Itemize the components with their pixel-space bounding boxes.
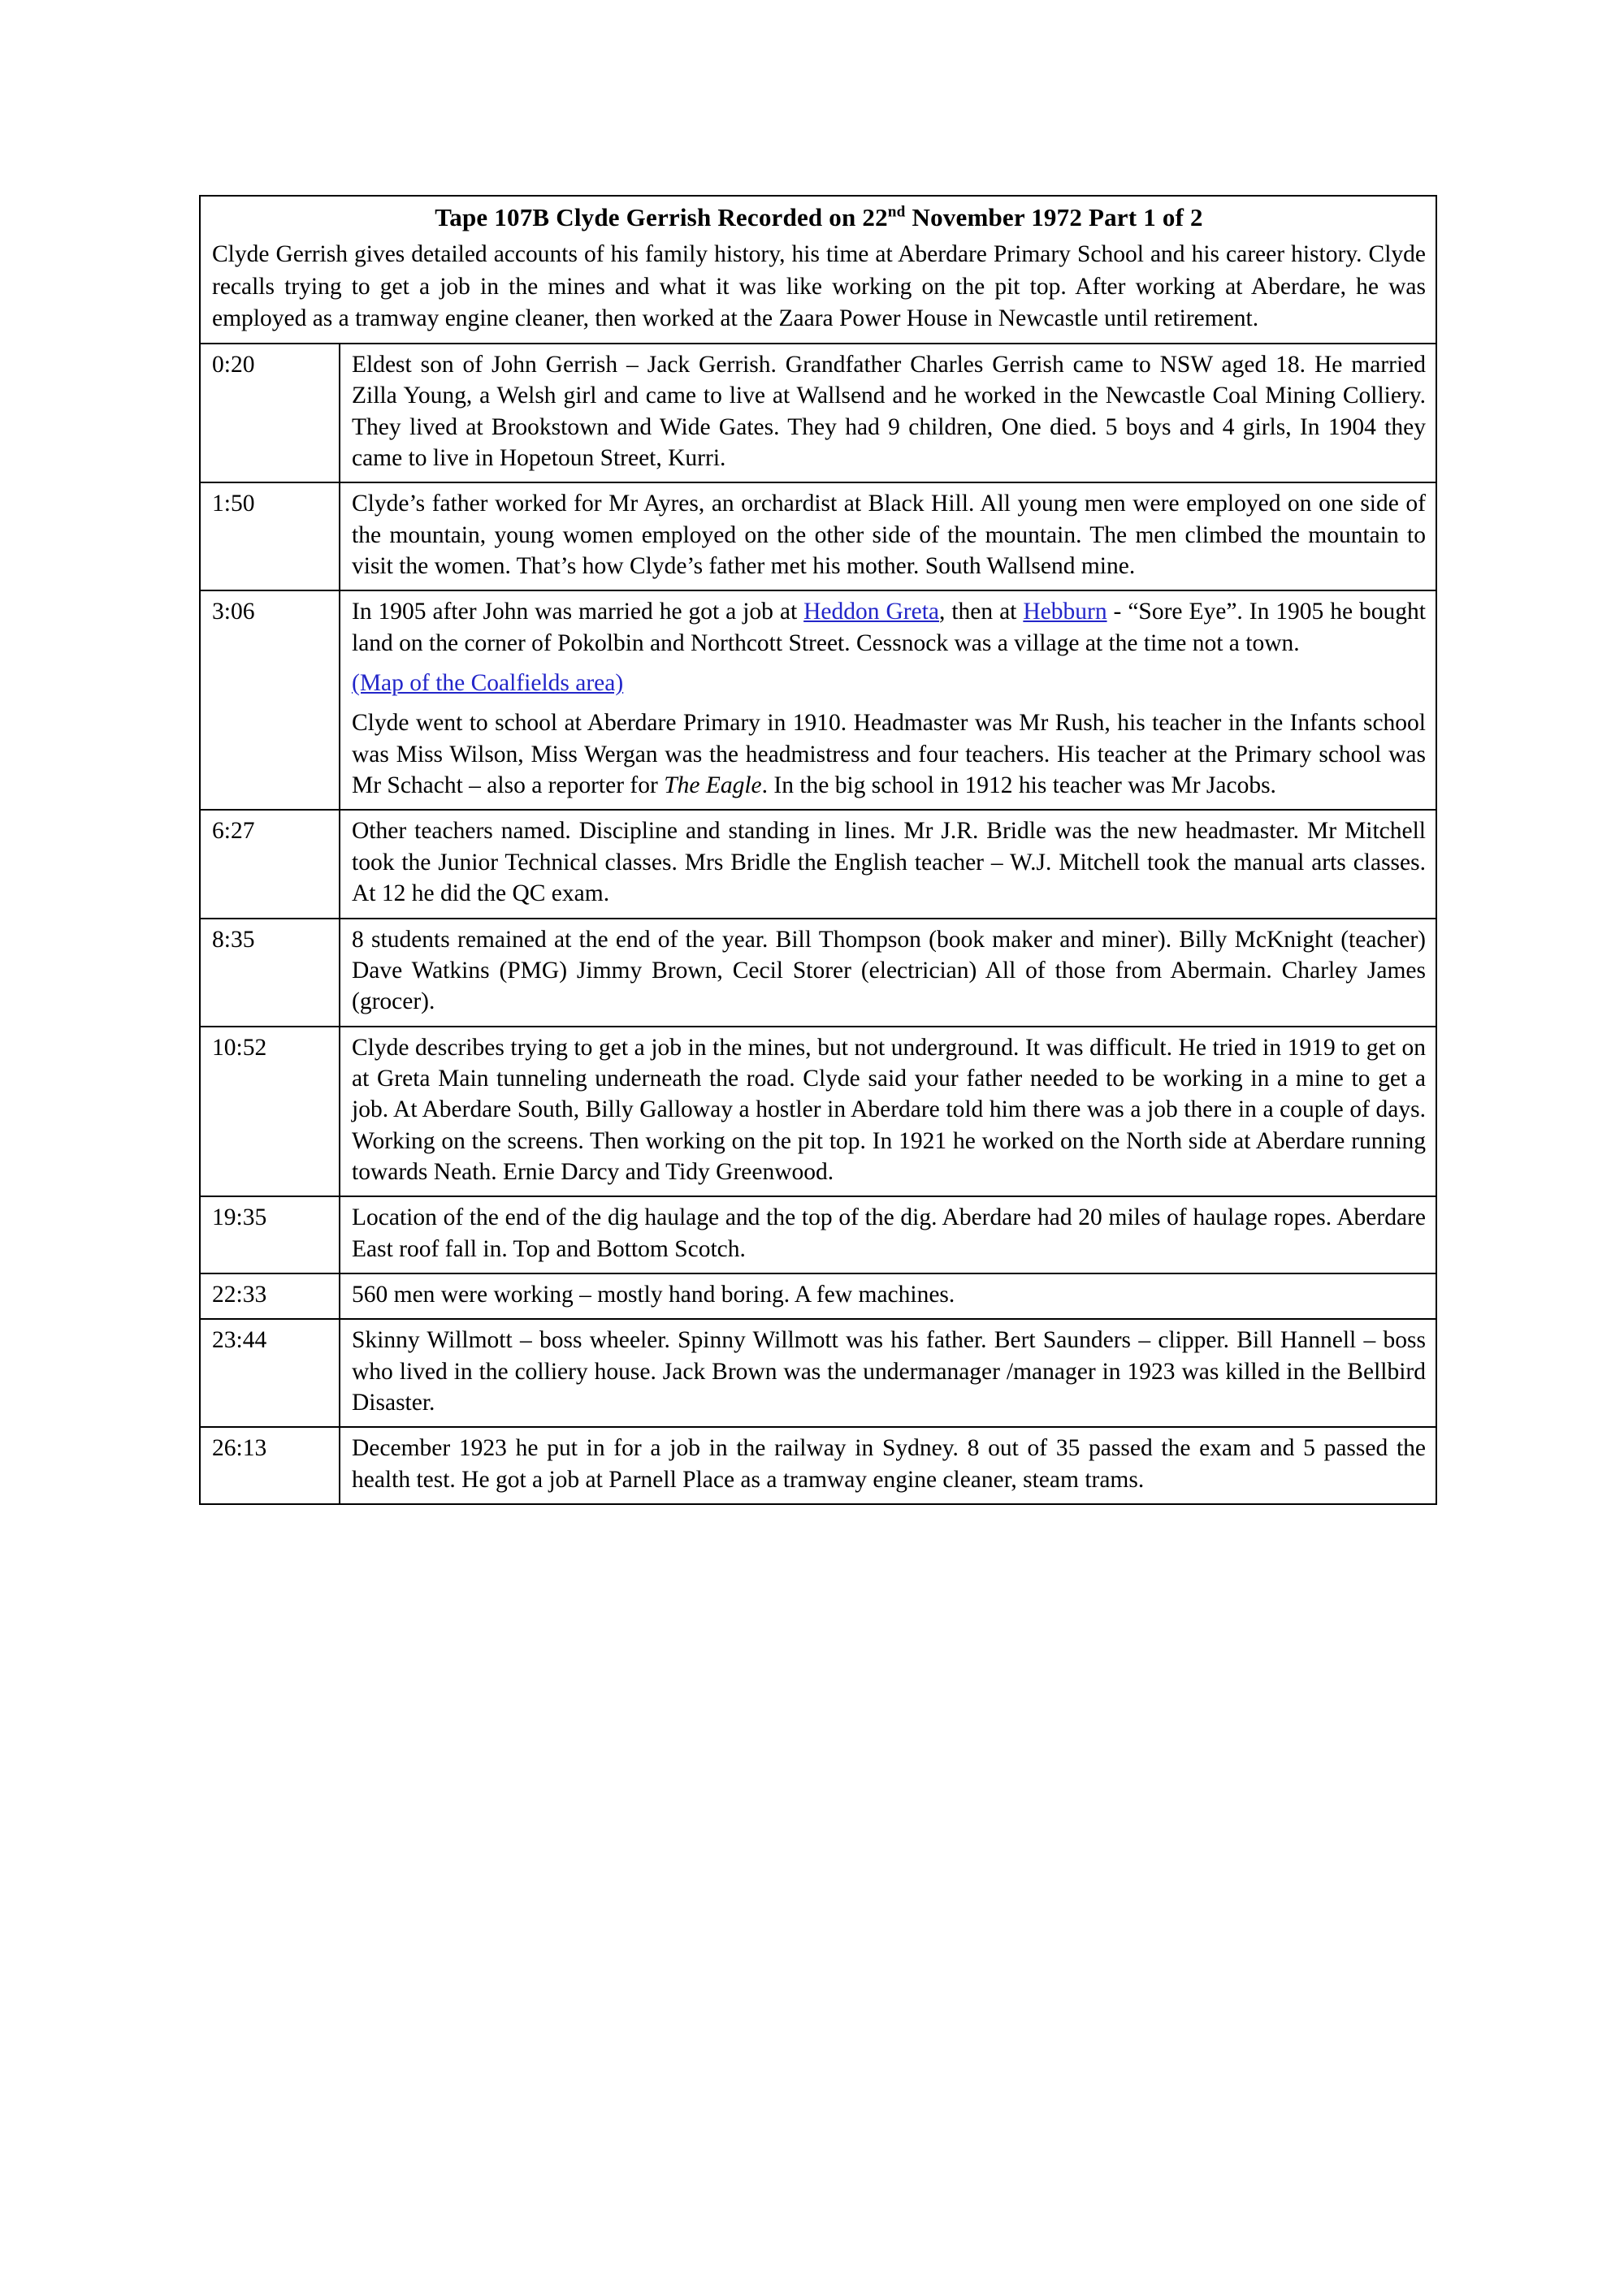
- row-paragraph: 560 men were working – mostly hand boring. A few machines.: [352, 1281, 955, 1308]
- row-text: [340, 1027, 1436, 1197]
- row-text: [340, 1196, 1436, 1273]
- map-of-coalfields-link[interactable]: (Map of the Coalfields area): [352, 670, 624, 697]
- row-paragraph-1: [352, 596, 1426, 659]
- table-row: [200, 344, 1436, 482]
- row-text: [340, 1319, 1436, 1427]
- table-row: [200, 1027, 1436, 1197]
- row-paragraph: Other teachers named. Discipline and standing in lines. Mr J.R. Bridle was the new headmaster. Mr Mitchell took the Junior Technical classes. Mrs Bridle the English teacher – W.J. Mitchell took the manual arts classes. At 12 he did the QC exam.: [352, 818, 1426, 907]
- timecode: 23:44: [200, 1319, 340, 1427]
- title-suffix: November 1972 Part 1 of 2: [905, 203, 1203, 231]
- row-text: [340, 1427, 1436, 1504]
- text-segment: . In the big school in 1912 his teacher was Mr Jacobs.: [761, 772, 1276, 799]
- row-paragraph: 8 students remained at the end of the year. Bill Thompson (book maker and miner). Billy McKnight (teacher) Dave Watkins (PMG) Jimmy Brown, Cecil Storer (electrician) All of those from Abermain. Charley James (grocer).: [352, 926, 1426, 1015]
- text-segment: In 1905 after John was married he got a job at: [352, 599, 804, 625]
- header-cell: [200, 196, 1436, 344]
- row-text: [340, 344, 1436, 482]
- table-row: [200, 1427, 1436, 1504]
- table-row: [200, 590, 1436, 810]
- timecode: 22:33: [200, 1273, 340, 1319]
- title-ordinal-suffix: nd: [887, 203, 906, 221]
- text-segment: , then at: [939, 599, 1024, 625]
- table-row: [200, 1319, 1436, 1427]
- timecode: 26:13: [200, 1427, 340, 1504]
- row-text: [340, 590, 1436, 810]
- page-title: [212, 201, 1426, 234]
- row-paragraph: Location of the end of the dig haulage and the top of the dig. Aberdare had 20 miles of haulage ropes. Aberdare East roof fall in. Top and Bottom Scotch.: [352, 1204, 1426, 1262]
- row-paragraph: Clyde’s father worked for Mr Ayres, an orchardist at Black Hill. All young men were employed on one side of the mountain, young women employed on the other side of the mountain. The men climbed the mountain to visit the women. That’s how Clyde’s father met his mother. South Wallsend mine.: [352, 491, 1426, 580]
- table-header-row: [200, 196, 1436, 344]
- row-paragraph-3: [352, 707, 1426, 801]
- timecode: 8:35: [200, 919, 340, 1027]
- table-row: [200, 482, 1436, 590]
- row-paragraph-2: [352, 668, 1426, 698]
- row-paragraph: Skinny Willmott – boss wheeler. Spinny Willmott was his father. Bert Saunders – clipper. Bill Hannell – boss who lived in the colliery house. Jack Brown was the undermanager /manager in 1923 was killed in the Bellbird Disaster.: [352, 1327, 1426, 1416]
- table-row: [200, 1196, 1436, 1273]
- row-text: [340, 810, 1436, 918]
- text-segment: Clyde went to school at Aberdare Primary in 1910. Headmaster was Mr Rush, his teacher in the Infants school was Miss Wilson, Miss Wergan was the headmistress and four teachers. His teacher at the Primary school was Mr Schacht – also a reporter for: [352, 710, 1426, 799]
- intro-paragraph: Clyde Gerrish gives detailed accounts of his family history, his time at Aberdare Primary School and his career history. Clyde recalls trying to get a job in the mines and what it was like working on the pit top. After working at Aberdare, he was employed as a tramway engine cleaner, then worked at the Zaara Power House in Newcastle until retirement.: [212, 241, 1426, 331]
- text-segment: - “Sore Eye”. In 1905 he bought land on the corner of Pokolbin and Northcott Street. Cessnock was a village at the time not a town.: [352, 599, 1426, 656]
- transcript-table: [199, 195, 1437, 1505]
- hebburn-link[interactable]: Hebburn: [1023, 599, 1107, 625]
- timecode: 19:35: [200, 1196, 340, 1273]
- row-paragraph: December 1923 he put in for a job in the railway in Sydney. 8 out of 35 passed the exam and 5 passed the health test. He got a job at Parnell Place as a tramway engine cleaner, steam trams.: [352, 1435, 1426, 1493]
- table-row: [200, 810, 1436, 918]
- timecode: 10:52: [200, 1027, 340, 1197]
- timecode: 0:20: [200, 344, 340, 482]
- timecode: 6:27: [200, 810, 340, 918]
- row-text: [340, 919, 1436, 1027]
- timecode: 1:50: [200, 482, 340, 590]
- row-text: [340, 482, 1436, 590]
- table-row: [200, 1273, 1436, 1319]
- title-prefix: Tape 107B Clyde Gerrish Recorded on 22: [435, 203, 888, 231]
- timecode: 3:06: [200, 590, 340, 810]
- row-text: [340, 1273, 1436, 1319]
- row-paragraph: Clyde describes trying to get a job in the mines, but not underground. It was difficult. He tried in 1919 to get on at Greta Main tunneling underneath the road. Clyde said your father needed to be working in a mine to get a job. At Aberdare South, Billy Galloway a hostler in Aberdare told him there was a job there in a couple of days. Working on the screens. Then working on the pit top. In 1921 he worked on the North side at Aberdare running towards Neath. Ernie Darcy and Tidy Greenwood.: [352, 1034, 1426, 1185]
- publication-title: The Eagle: [664, 772, 762, 799]
- heddon-greta-link[interactable]: Heddon Greta: [803, 599, 939, 625]
- table-row: [200, 919, 1436, 1027]
- row-paragraph: Eldest son of John Gerrish – Jack Gerrish. Grandfather Charles Gerrish came to NSW aged 18. He married Zilla Young, a Welsh girl and came to live at Wallsend and he worked in the Newcastle Coal Mining Colliery. They lived at Brookstown and Wide Gates. They had 9 children, One died. 5 boys and 4 girls, In 1904 they came to live in Hopetoun Street, Kurri.: [352, 352, 1426, 472]
